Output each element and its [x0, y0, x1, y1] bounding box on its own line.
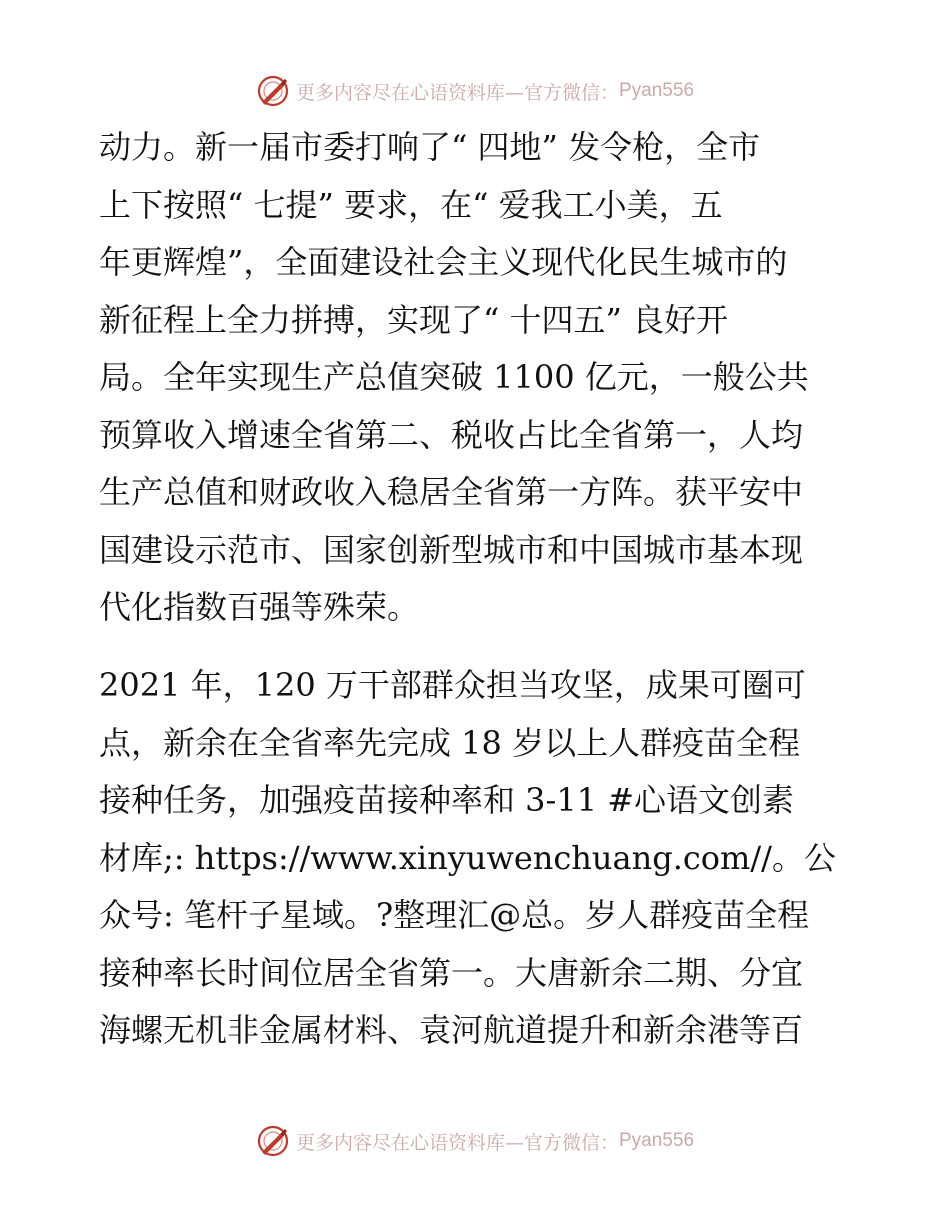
body-line: 点，新余在全省率先完成 18 岁以上人群疫苗全程	[99, 724, 801, 762]
body-line: 众号: 笔杆子星域。?整理汇@总。岁人群疫苗全程	[99, 896, 810, 934]
brand-text: 更多内容尽在心语资料库—官方微信：	[295, 1131, 619, 1154]
body-line: 海螺无机非金属材料、袁河航道提升和新余港等百	[99, 1011, 804, 1049]
body-line: 年更辉煌”，全面建设社会主义现代化民生城市的	[99, 243, 788, 281]
body-line: 生产总值和财政收入稳居全省第一方阵。获平安中	[99, 473, 804, 511]
wechat-id: Pyan556	[619, 1130, 695, 1151]
body-line: 2021 年，120 万干部群众担当攻坚，成果可圈可	[99, 666, 806, 704]
body-line: 接种任务，加强疫苗接种率和 3-11 #心语文创素	[99, 781, 795, 819]
wechat-id: Pyan556	[619, 80, 695, 101]
logo-icon	[256, 74, 290, 108]
body-line: 新征程上全力拼搏，实现了“ 十四五” 良好开	[99, 301, 729, 339]
body-line: 上下按照“ 七提” 要求，在“ 爱我工小美，五	[99, 186, 723, 224]
brand-text: 更多内容尽在心语资料库—官方微信：	[295, 81, 619, 104]
body-line: 接种率长时间位居全省第一。大唐新余二期、分宜	[99, 954, 804, 992]
body-line: 预算收入增速全省第二、税收占比全省第一，人均	[99, 416, 804, 454]
body-line: 材库;: https://www.xinyuwenchuang.com//。公	[99, 839, 836, 877]
footer-watermark	[0, 1121, 950, 1161]
body-line: 国建设示范市、国家创新型城市和中国城市基本现	[99, 531, 804, 569]
body-line: 动力。新一届市委打响了“ 四地” 发令枪，全市	[99, 128, 761, 166]
body-line: 代化指数百强等殊荣。	[99, 588, 420, 626]
header-watermark	[0, 71, 950, 111]
body-line: 局。全年实现生产总值突破 1100 亿元，一般公共	[99, 358, 809, 396]
logo-icon	[256, 1124, 290, 1158]
